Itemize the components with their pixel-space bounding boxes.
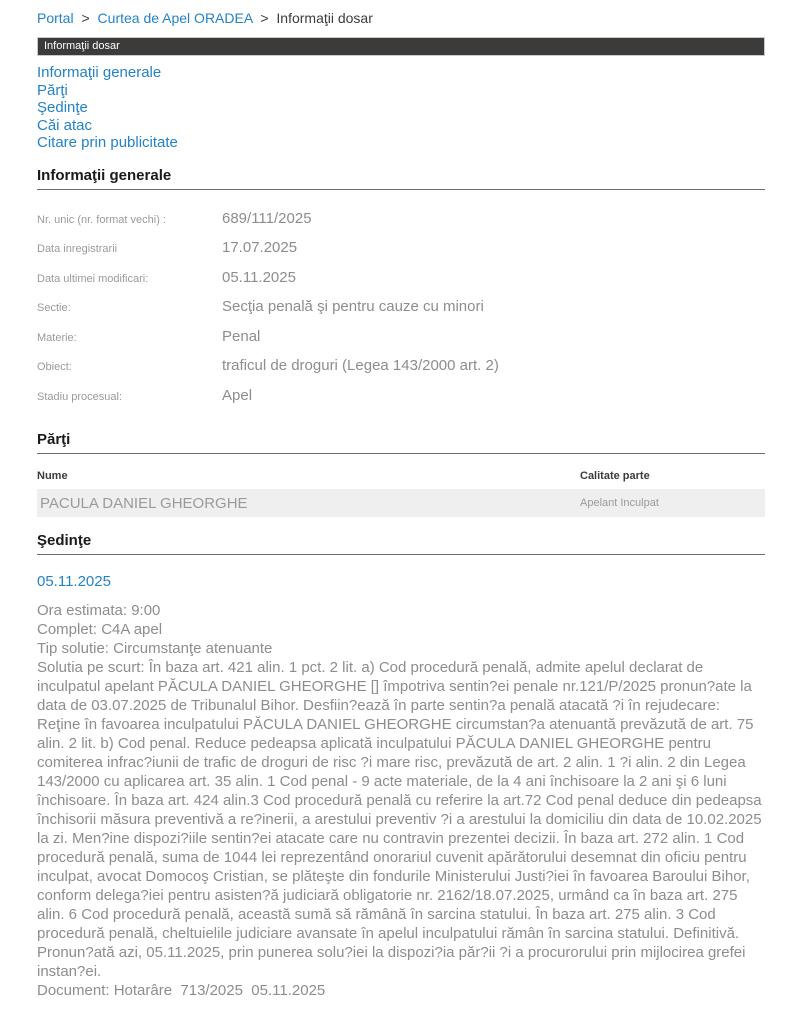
hearing-solution-summary: Solutia pe scurt: În baza art. 421 alin. 1 pct. 2 lit. a) Cod procedură penală, admite apelul declarat de inculpatul apelant PĂCULA DANIEL GHEORGHE [] împotriva sentin?ei penale nr.121/P/2025 pronun?ate la data de 03.07.2025 de Tribunalul Bihor. Desfiin?ează în parte sentin?a penală atacată ?i în rejudecare: Reţine în favoarea inculpatului PĂCULA DANIEL GHEORGHE circumstan?a atenuantă prevăzută de art. 75 alin. 2 lit. b) Cod penal. Reduce pedeapsa aplicată inculpatului PĂCULA DANIEL GHEORGHE pentru comiterea infrac?iunii de trafic de droguri de risc ?i mare risc, prevăzută de art. 2 alin. 1 ?i alin. 2 din Legea 143/2000 cu aplicarea art. 35 alin. 1 Cod penal - 9 acte materiale, de la 4 ani închisoare la 2 ani şi 6 luni închisoare. În baza art. 424 alin.3 Cod procedură penală cu referire la art.72 Cod penal deduce din pedeapsa închisorii măsura preventivă a re?inerii, a arestului preventiv ?i a arestului la domiciliu din data de 10.02.2025 la zi. Men?ine dispozi?iile sentin?ei atacate care nu contravin prezentei decizii. În baza art. 272 alin. 1 Cod procedură penală, suma de 1044 lei reprezentând onorariul cuvenit apărătorului desemnat din oficiu pentru inculpat, avocat Domocoş Cristian, se plăteşte din fondurile Ministerului Justi?iei în favoarea Baroului Bihor, conform delega?iei pentru asisten?ă judiciară obligatorie nr. 2162/18.07.2025, urmând ca în baza art. 275 alin. 6 Cod procedură penală, această sumă să rămână în sarcina statului. În baza art. 275 alin. 3 Cod procedură penală, cheltuielile judiciare avansate în apelul inculpatului rămân în sarcina statului. Definitivă. Pronun?ată azi, 05.11.2025, prin punerea solu?iei la dispozi?ia păr?ii ?i a procurorului prin mijlocirea grefei instan?ei. <box>37 659 766 980</box>
field-label: Data ultimei modificari: <box>37 272 149 285</box>
nav-link-cai-atac[interactable]: Căi atac <box>37 116 93 134</box>
nav-link-citare-prin-publicitate[interactable]: Citare prin publicitate <box>37 134 178 151</box>
parties-heading: Părţi <box>37 431 765 454</box>
field-row-sectie <box>37 298 765 328</box>
field-row-data-ultimei-modificari <box>37 269 765 299</box>
nav-link-sedinte[interactable]: Şedinţe <box>37 99 88 116</box>
breadcrumb-current-page: Informaţii dosar <box>276 10 373 26</box>
field-row-stadiu-procesual <box>37 387 765 417</box>
field-value: Secţia penală şi pentru cauze cu minori <box>222 298 484 315</box>
table-row <box>37 489 765 517</box>
field-label: Materie: <box>37 331 77 344</box>
hearing-details <box>37 601 765 1000</box>
field-label: Sectie: <box>37 302 71 314</box>
hearing-solution-type: Tip solutie: Circumstanţe atenuante <box>37 640 273 657</box>
field-label: Data inregistrarii <box>37 243 118 255</box>
field-row-materie <box>37 328 765 358</box>
field-value: Apel <box>222 386 253 404</box>
field-label: Obiect: <box>37 361 72 373</box>
parties-table-header <box>37 470 765 482</box>
field-value: 05.11.2025 <box>222 268 296 286</box>
hearing-date-link[interactable]: 05.11.2025 <box>37 573 111 590</box>
in-page-nav <box>37 64 765 152</box>
party-role: Apelant Inculpat <box>580 497 659 509</box>
hearing-document: Document: Hotarâre 713/2025 05.11.2025 <box>37 982 326 999</box>
field-label: Stadiu procesual: <box>37 390 122 403</box>
general-info-heading: Informaţii generale <box>37 167 765 190</box>
field-row-data-inregistrarii <box>37 239 765 269</box>
field-row-nr-unic <box>37 210 765 240</box>
field-label: Nr. unic (nr. format vechi) : <box>37 213 166 226</box>
breadcrumb <box>37 10 765 27</box>
breadcrumb-separator: > <box>260 10 269 26</box>
nav-link-parti[interactable]: Părţi <box>37 81 68 99</box>
column-header-nume: Nume <box>37 470 68 482</box>
party-name: PACULA DANIEL GHEORGHE <box>40 494 248 512</box>
page-title-bar <box>37 37 765 56</box>
breadcrumb-link-portal[interactable]: Portal <box>37 10 74 26</box>
general-info-fields <box>37 210 765 417</box>
field-value: 689/111/2025 <box>222 209 312 227</box>
breadcrumb-separator: > <box>81 10 90 26</box>
breadcrumb-link-court[interactable]: Curtea de Apel ORADEA <box>97 10 253 26</box>
hearings-heading: Şedinţe <box>37 532 765 555</box>
field-value: Penal <box>222 327 261 345</box>
hearing-panel: Complet: C4A apel <box>37 621 163 638</box>
field-value: 17.07.2025 <box>222 239 298 256</box>
hearing-estimated-time: Ora estimata: 9:00 <box>37 602 161 619</box>
nav-link-informatii-generale[interactable]: Informaţii generale <box>37 64 162 81</box>
field-value: traficul de droguri (Legea 143/2000 art. 2) <box>222 357 499 374</box>
field-row-obiect <box>37 357 765 387</box>
page-title-bar-label: Informaţii dosar <box>44 40 120 52</box>
column-header-calitate-parte: Calitate parte <box>580 470 650 482</box>
